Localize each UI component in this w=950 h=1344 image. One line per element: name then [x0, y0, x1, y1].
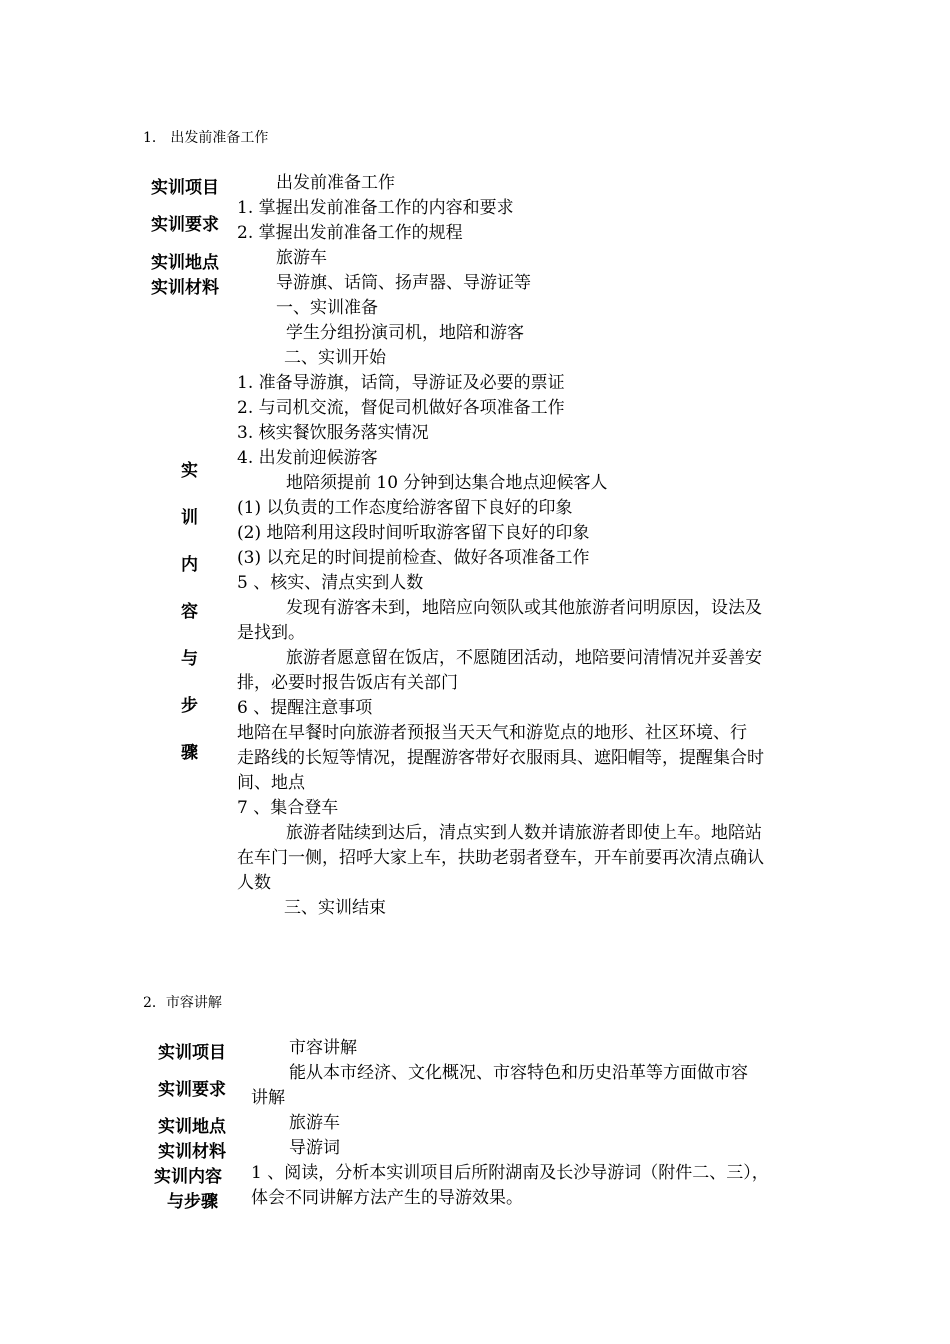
step-item: 4. 出发前迎候游客	[237, 448, 378, 468]
step7-paragraph-line: 在车门一侧，招呼大家上车，扶助老弱者登车，开车前要再次清点确认	[237, 848, 764, 868]
step7-paragraph-line: 旅游者陆续到达后，清点实到人数并请旅游者即使上车。地陪站	[286, 823, 762, 843]
label-content-char: 内	[181, 555, 198, 575]
step6-paragraph-line: 间、地点	[237, 773, 305, 793]
requirement-line: 能从本市经济、文化概况、市容特色和历史沿革等方面做市容	[289, 1063, 748, 1083]
label-requirement: 实训要求	[158, 1080, 226, 1100]
start-heading: 二、实训开始	[284, 348, 386, 368]
label-content-char: 与	[181, 649, 198, 669]
label-content-char: 步	[181, 696, 198, 716]
step7-paragraph-line: 人数	[237, 873, 271, 893]
location-value: 旅游车	[276, 248, 327, 268]
arrive-note: 地陪须提前 10 分钟到达集合地点迎候客人	[286, 473, 608, 493]
prep-heading: 一、实训准备	[276, 298, 378, 318]
step-item: 1. 准备导游旗，话筒，导游证及必要的票证	[237, 373, 565, 393]
project-value: 出发前准备工作	[276, 173, 395, 193]
location-value: 旅游车	[289, 1113, 340, 1133]
step-item: 2. 与司机交流，督促司机做好各项准备工作	[237, 398, 565, 418]
label-content-char: 训	[181, 508, 198, 528]
step5-heading: 5 、核实、清点实到人数	[237, 573, 424, 593]
label-materials: 实训材料	[158, 1142, 226, 1162]
sub-item: (1) 以负责的工作态度给游客留下良好的印象	[237, 498, 573, 518]
section-2-title: 2．市容讲解	[143, 995, 222, 1011]
label-content-line: 实训内容	[154, 1167, 222, 1187]
step6-paragraph-line: 地陪在早餐时向旅游者预报当天天气和游览点的地形、社区环境、行	[237, 723, 747, 743]
step6-heading: 6 、提醒注意事项	[237, 698, 373, 718]
step5-paragraph-line: 发现有游客未到，地陪应向领队或其他旅游者问明原因，设法及	[286, 598, 762, 618]
step5-paragraph-line: 是找到。	[237, 623, 305, 643]
step6-paragraph-line: 走路线的长短等情况，提醒游客带好衣服雨具、遮阳帽等，提醒集合时	[237, 748, 764, 768]
step5-paragraph-line: 排，必要时报告饭店有关部门	[237, 673, 458, 693]
section-1-title: 1． 出发前准备工作	[143, 130, 269, 146]
requirement-line: 讲解	[251, 1088, 285, 1108]
requirement-item: 2. 掌握出发前准备工作的规程	[237, 223, 463, 243]
content-line: 1 、阅读，分析本实训项目后所附湖南及长沙导游词（附件二、三），	[251, 1163, 769, 1183]
content-line: 体会不同讲解方法产生的导游效果。	[251, 1188, 523, 1208]
label-materials: 实训材料	[151, 278, 219, 298]
label-content-char: 实	[181, 461, 198, 481]
label-project: 实训项目	[151, 178, 219, 198]
label-content-char: 容	[181, 602, 198, 622]
label-content-char: 骤	[181, 743, 198, 763]
step-item: 3. 核实餐饮服务落实情况	[237, 423, 429, 443]
sub-item: (2) 地陪利用这段时间听取游客留下良好的印象	[237, 523, 590, 543]
materials-value: 导游旗、话筒、扬声器、导游证等	[276, 273, 531, 293]
materials-value: 导游词	[289, 1138, 340, 1158]
label-location: 实训地点	[151, 253, 219, 273]
end-heading: 三、实训结束	[284, 898, 386, 918]
step7-heading: 7 、集合登车	[237, 798, 339, 818]
project-value: 市容讲解	[289, 1038, 357, 1058]
label-location: 实训地点	[158, 1117, 226, 1137]
label-project: 实训项目	[158, 1043, 226, 1063]
requirement-item: 1. 掌握出发前准备工作的内容和要求	[237, 198, 514, 218]
prep-text: 学生分组扮演司机，地陪和游客	[286, 323, 524, 343]
label-content-line: 与步骤	[167, 1192, 218, 1212]
step5-paragraph-line: 旅游者愿意留在饭店，不愿随团活动，地陪要问清情况并妥善安	[286, 648, 762, 668]
sub-item: (3) 以充足的时间提前检查、做好各项准备工作	[237, 548, 590, 568]
label-requirement: 实训要求	[151, 215, 219, 235]
